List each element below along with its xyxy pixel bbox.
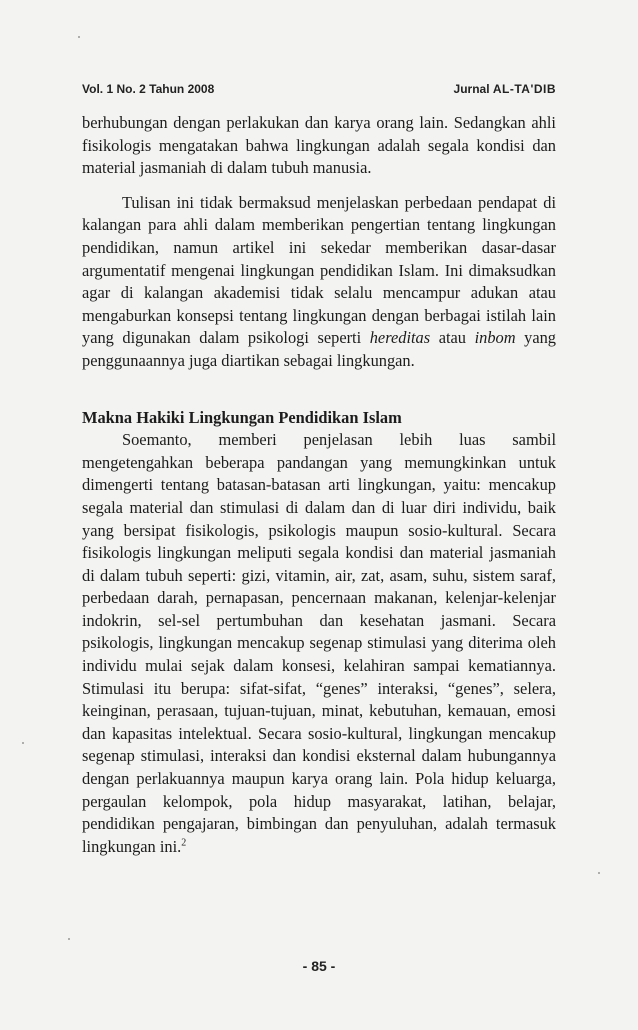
- scan-speck: [68, 938, 70, 940]
- scan-speck: [78, 36, 80, 38]
- term-inbom: inbom: [474, 328, 516, 348]
- paragraph-definition: [82, 429, 556, 858]
- journal-title: AL-TA'DIB: [492, 82, 556, 96]
- term-hereditas: hereditas: [369, 328, 431, 348]
- running-header: [82, 82, 556, 96]
- page-number: - 85 -: [302, 958, 336, 974]
- scan-speck: [22, 742, 24, 744]
- paragraph-continuation: berhubungan dengan perlakukan dan karya orang lain. Sedangkan ahli fisikologis mengatakan bahwa lingkungan adalah segala kondisi dan material jasmaniah di dalam tubuh manusia.: [82, 113, 556, 178]
- footnote-marker: 2: [181, 837, 187, 849]
- volume-issue: Vol. 1 No. 2 Tahun 2008: [82, 82, 215, 96]
- journal-name: [454, 82, 556, 96]
- scan-speck: [598, 872, 600, 874]
- journal-prefix: Jurnal: [453, 82, 490, 96]
- article-body: [82, 112, 556, 858]
- section-heading: Makna Hakiki Lingkungan Pendidikan Islam: [82, 407, 402, 427]
- paragraph-purpose-text-a: Tulisan ini tidak bermaksud menjelaskan perbedaan pendapat di kalangan para ahli dalam memberikan pengertian tentang lingkungan pendidikan, namun artikel ini sekedar memberikan dasar-dasar argumentatif mengenai lingkungan pendidikan Islam. Ini dimaksudkan agar di kalangan akademisi tidak selalu mencampur adukan atau mengaburkan konsepsi tentang lingkungan dengan berbagai istilah lain yang digunakan dalam psikologi seperti: [82, 192, 556, 348]
- paragraph-purpose-connector: atau: [430, 328, 475, 348]
- paragraph-purpose: [82, 192, 556, 373]
- paragraph-purpose-text-b: yang penggunaannya juga diartikan sebagai lingkungan.: [82, 328, 556, 370]
- paragraph-definition-text: Soemanto, memberi penjelasan lebih luas sambil mengetengahkan beberapa pandangan yang memungkinkan untuk dimengerti tentang batasan-batasan arti lingkungan, yaitu: mencakup segala material dan stimulasi di dalam dan di luar diri individu, baik yang bersipat fisikologis, psikologis maupun sosio-kultural. Secara fisikologis lingkungan meliputi segala kondisi dan material jasmaniah di dalam tubuh seperti: gizi, vitamin, air, zat, asam, suhu, sistem saraf, perbedaan darah, pernapasan, pencernaan makanan, kelenjar-kelenjar indokrin, sel-sel pertumbuhan dan kesehatan jasmani. Secara psikologis, lingkungan mencakup segenap stimulasi yang diterima oleh individu mulai sejak dalam konsesi, kelahiran sampai kematiannya. Stimulasi itu berupa: sifat-sifat, “genes” interaksi, “genes”, selera, keinginan, perasaan, tujuan-tujuan, minat, kebutuhan, kemauan, emosi dan kapasitas intelektual. Secara sosio-kultural, lingkungan mencakup segenap stimulasi, interaksi dan kondisi eksternal dalam hubungannya dengan perlakuannya maupun karya orang lain. Pola hidup keluarga, pergaulan kelompok, pola hidup masyarakat, latihan, belajar, pendidikan pengajaran, bimbingan dan penyuluhan, adalah termasuk lingkungan ini.: [82, 430, 556, 856]
